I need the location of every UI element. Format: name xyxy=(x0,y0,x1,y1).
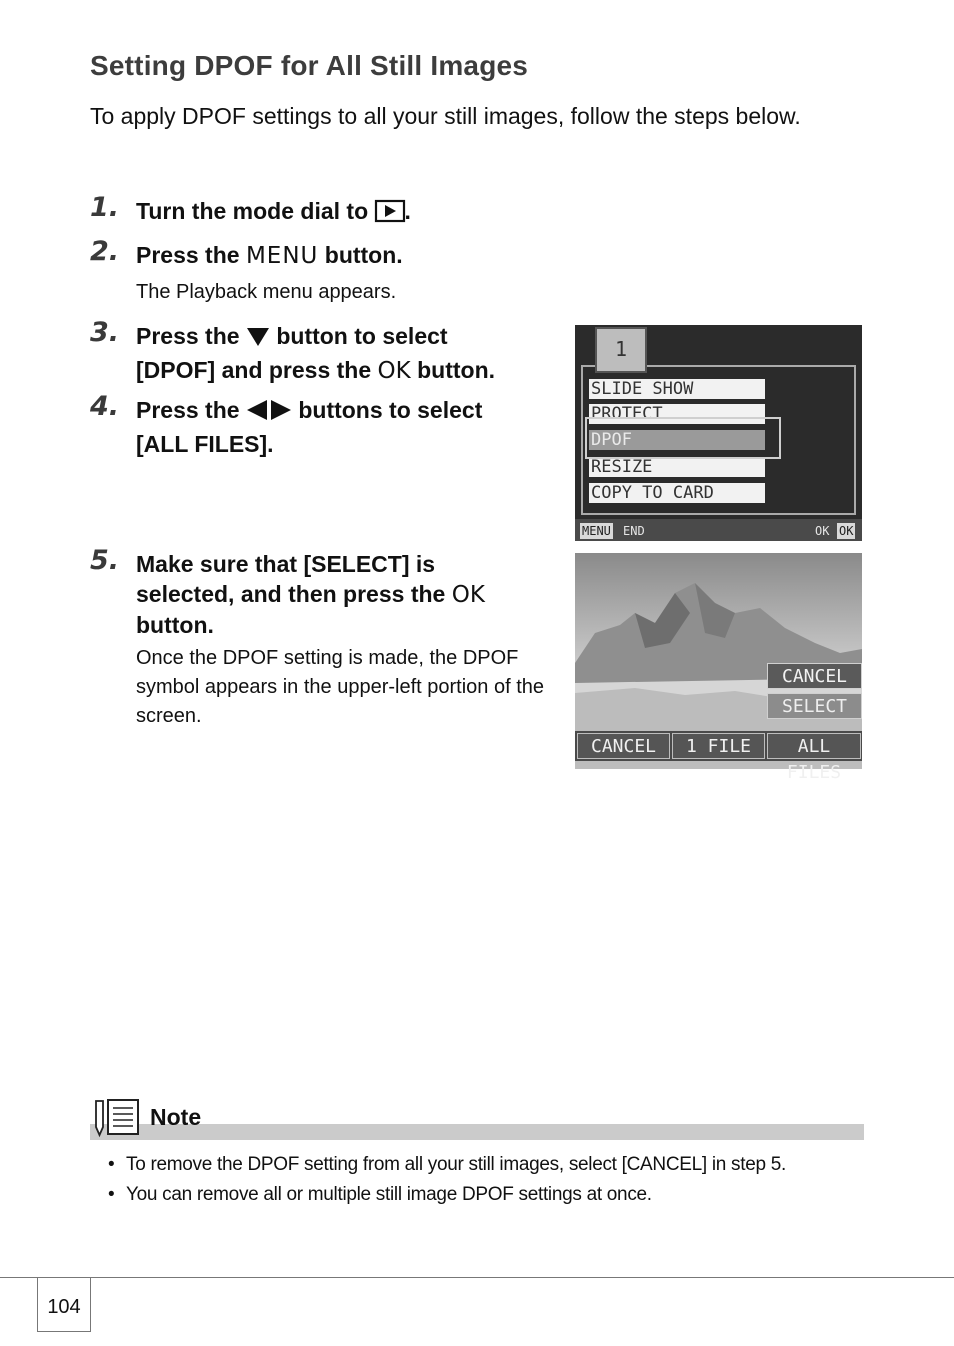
step-1-text-end: . xyxy=(404,198,411,224)
step-3-line2: [DPOF] and press the xyxy=(136,357,378,383)
step-3-number: 3. xyxy=(90,317,120,348)
bottom-cancel[interactable]: CANCEL xyxy=(577,733,670,759)
ok-button-label: OK xyxy=(377,358,411,384)
menu-item-resize[interactable]: RESIZE xyxy=(589,457,765,477)
step-3-line2-end: button. xyxy=(410,357,496,383)
step-5-number: 5. xyxy=(90,545,120,576)
ok-label: OK xyxy=(815,524,830,538)
left-right-arrow-icon xyxy=(246,398,292,429)
menu-item-protect[interactable]: PROTECT xyxy=(589,404,765,424)
section-title: Setting DPOF for All Still Images xyxy=(90,50,529,81)
step-3-text-part: Press the xyxy=(136,323,246,349)
step-1-text-part: Turn the mode dial to xyxy=(136,198,375,224)
note-header-bar xyxy=(90,1124,864,1140)
footer-divider xyxy=(0,1277,954,1278)
note-title: Note xyxy=(150,1104,202,1130)
note-icon xyxy=(94,1097,142,1142)
ok-button-label-2: OK xyxy=(451,582,485,608)
step-2-number: 2. xyxy=(90,236,120,267)
step-3-text-mid: button to select xyxy=(269,323,448,349)
playback-menu-screen xyxy=(575,325,862,541)
step-5-line1: Make sure that [SELECT] is xyxy=(136,551,436,577)
step-4-number: 4. xyxy=(90,391,120,422)
menu-button-label: MENU xyxy=(245,243,319,269)
down-arrow-icon xyxy=(246,324,270,355)
menu-item-dpof[interactable]: DPOF xyxy=(589,430,765,450)
menu-key: MENU xyxy=(582,524,611,538)
step-2-text-part: Press the xyxy=(136,242,246,268)
note-item: • You can remove all or multiple still image DPOF settings at once. xyxy=(108,1180,868,1210)
ok-key: OK xyxy=(839,524,854,538)
menu-tab xyxy=(595,327,647,373)
page-number: 104 xyxy=(47,1296,81,1318)
step-4-line2: [ALL FILES]. xyxy=(136,431,274,457)
select-option[interactable]: SELECT xyxy=(767,693,862,719)
end-label: END xyxy=(623,524,645,538)
step-1-text xyxy=(136,196,411,230)
dpof-bottom-bar xyxy=(575,731,862,783)
menu-bottom-bar xyxy=(575,519,862,541)
bottom-all-files[interactable]: ALL FILES xyxy=(767,733,861,759)
step-1-number: 1. xyxy=(90,192,120,223)
step-5-text xyxy=(136,549,556,640)
step-2-text xyxy=(136,240,403,272)
step-5-line3: button. xyxy=(136,612,214,638)
note-item: • To remove the DPOF setting from all your still images, select [CANCEL] in step 5. xyxy=(108,1150,868,1180)
step-5-subtext: Once the DPOF setting is made, the DPOF symbol appears in the upper-left portion of the screen. xyxy=(136,647,545,727)
step-2-text-end: button. xyxy=(318,242,403,268)
intro-paragraph: To apply DPOF settings to all your still images, follow the steps below. xyxy=(90,103,801,129)
menu-item-copy-to-card[interactable]: COPY TO CARD xyxy=(589,483,765,503)
cancel-option[interactable]: CANCEL xyxy=(767,663,862,689)
step-4-text-mid: buttons to select xyxy=(291,397,483,423)
step-4-text-part: Press the xyxy=(136,397,246,423)
bottom-1-file[interactable]: 1 FILE xyxy=(672,733,765,759)
menu-tab-label: 1 xyxy=(614,337,628,361)
step-4-text xyxy=(136,395,556,460)
step-5-line2: selected, and then press the xyxy=(136,581,452,607)
dpof-select-screen xyxy=(575,553,862,783)
note-list xyxy=(108,1150,868,1210)
menu-item-slide-show[interactable]: SLIDE SHOW xyxy=(589,379,765,399)
selection-highlight xyxy=(585,417,781,459)
playback-mode-icon xyxy=(375,199,405,230)
step-2-subtext: The Playback menu appears. xyxy=(136,281,397,303)
step-3-text xyxy=(136,321,556,387)
